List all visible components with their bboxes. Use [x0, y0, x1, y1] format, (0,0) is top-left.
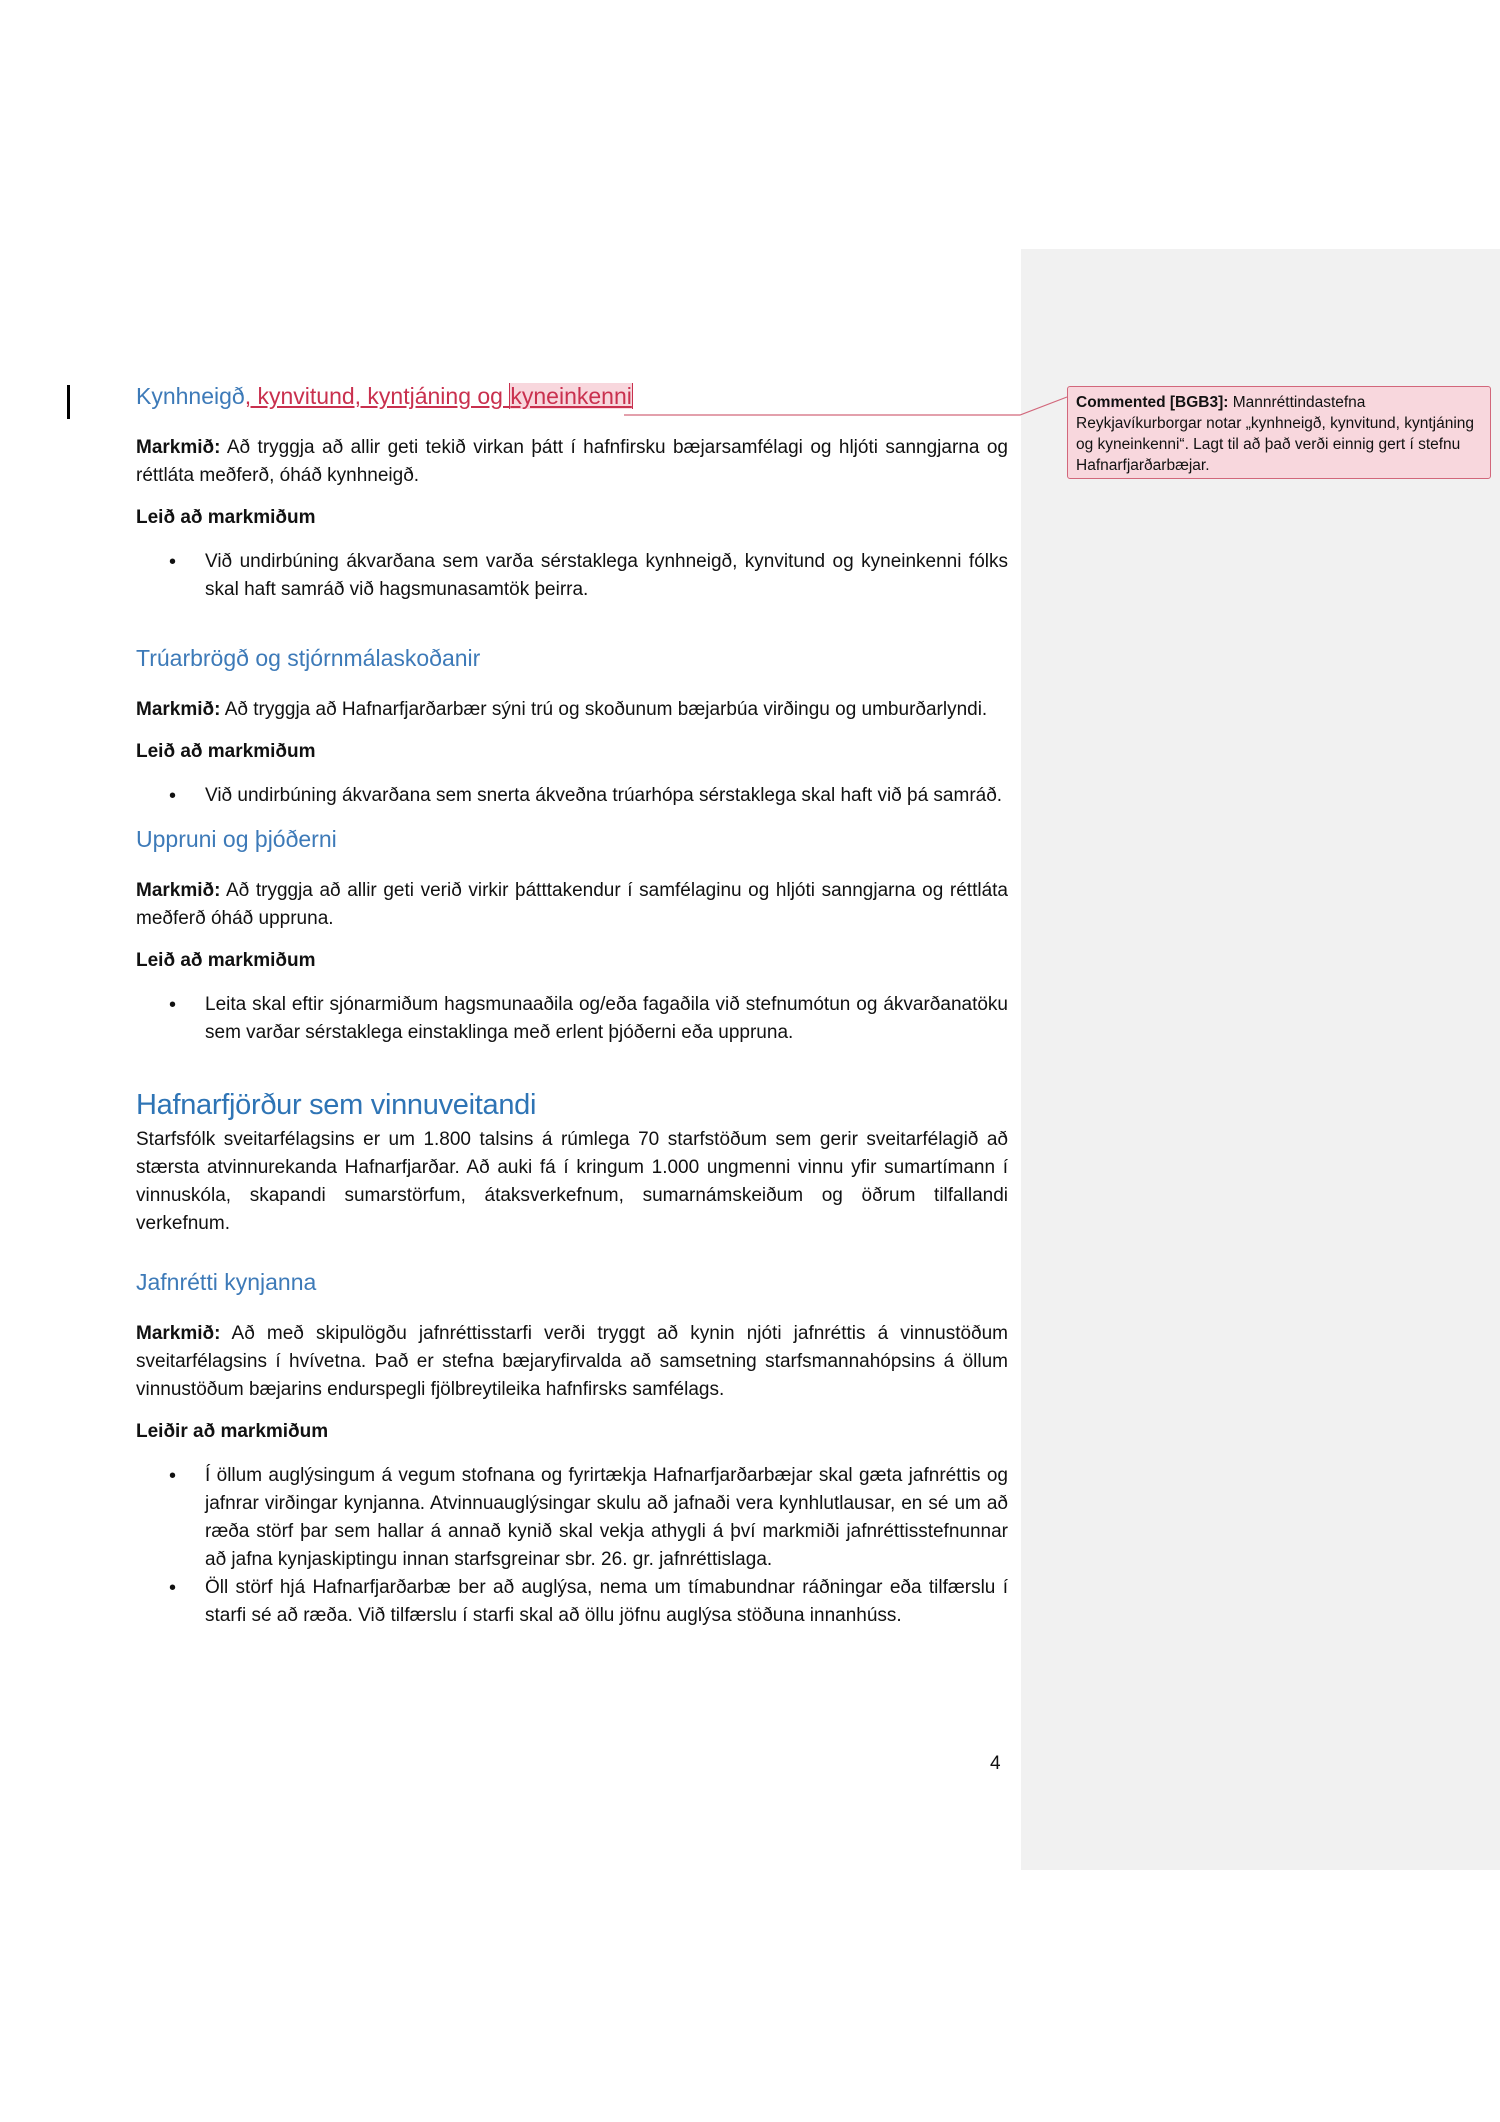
bullet-list — [136, 782, 1008, 810]
heading-truarbrogd: Trúarbrögð og stjórnmálaskoðanir — [136, 645, 481, 671]
comment-label: Commented [BGB3]: — [1076, 394, 1229, 411]
heading-uppruni: Uppruni og þjóðerni — [136, 826, 337, 852]
goal-text: Að tryggja að Hafnarfjarðarbær sýni trú og skoðunum bæjarbúa virðingu og umburðarlyndi. — [220, 699, 988, 720]
bullet-list — [136, 548, 1008, 604]
list-item: • Leita skal eftir sjónarmiðum hagsmunaaðila og/eða fagaðila við stefnumótun og ákvarðanatöku sem varðar sérstaklega einstaklinga með erlent þjóðerni eða uppruna. — [136, 991, 1008, 1047]
means-label: Leið að markmiðum — [136, 741, 316, 762]
means-label: Leið að markmiðum — [136, 950, 316, 971]
list-item: • Við undirbúning ákvarðana sem varða sérstaklega kynhneigð, kynvitund og kyneinkenni fólks skal haft samráð við hagsmunasamtök þeirra. — [136, 548, 1008, 604]
change-bar — [67, 385, 70, 419]
list-item: • Í öllum auglýsingum á vegum stofnana og fyrirtækja Hafnarfjarðarbæjar skal gæta jafnréttis og jafnrar virðingar kynjanna. Atvinnuauglýsingar skulu að jafnaði vera kynhlutlausar, en sé um að ræða störf þar sem hallar á annað kynið skal vekja athygli á því markmiði jafnréttisstefnunnar að jafna kynjaskiptingu innan starfsgreinar sbr. 26. gr. jafnréttislaga. — [136, 1462, 1008, 1574]
document-body — [136, 380, 1008, 1630]
goal-paragraph — [136, 1320, 1008, 1404]
goal-text: Að tryggja að allir geti tekið virkan þátt í hafnfirsku bæjarsamfélagi og hljóti sanngjarna og réttláta meðferð, óháð kynhneigð. — [136, 437, 1008, 486]
heading-original-text: Kynhneigð — [136, 383, 245, 409]
goal-text: Að tryggja að allir geti verið virkir þátttakendur í samfélaginu og hljóti sanngjarna og réttláta meðferð óháð uppruna. — [136, 880, 1008, 929]
bullet-list — [136, 1462, 1008, 1630]
tracked-insertion[interactable]: , kynvitund, kyntjáning og — [244, 383, 510, 409]
page-number: 4 — [990, 1753, 1001, 1774]
means-label: Leiðir að markmiðum — [136, 1421, 329, 1442]
heading-kynhneigd — [136, 380, 1008, 412]
goal-label: Markmið: — [136, 1323, 221, 1344]
list-item: • Við undirbúning ákvarðana sem snerta ákveðna trúarhópa sérstaklega skal haft við þá samráð. — [136, 782, 1008, 810]
body-paragraph: Starfsfólk sveitarfélagsins er um 1.800 talsins á rúmlega 70 starfstöðum sem gerir sveitarfélagið að stærsta atvinnurekanda Hafnarfjarðar. Að auki fá í kringum 1.000 ungmenni vinnu yfir sumartímann í vinnuskóla, skapandi sumarstörfum, átaksverkefnum, sumarnámskeiðum og öðrum tilfallandi verkefnum. — [136, 1129, 1008, 1234]
goal-paragraph — [136, 434, 1008, 490]
comment-text: Mannréttindastefna Reykjavíkurborgar notar „kynhneigð, kynvitund, kyntjáning og kyneinkenni“. Lagt til að það verði einnig gert í stefnu Hafnarfjarðarbæjar. — [1076, 394, 1475, 474]
goal-label: Markmið: — [136, 880, 221, 901]
bullet-list — [136, 991, 1008, 1047]
goal-paragraph — [136, 696, 1008, 724]
comment-balloon[interactable] — [1067, 386, 1491, 479]
heading-vinnuveitandi: Hafnarfjörður sem vinnuveitandi — [136, 1089, 537, 1121]
commented-range[interactable]: kyneinkenni — [510, 383, 632, 409]
list-item: • Öll störf hjá Hafnarfjarðarbæ ber að auglýsa, nema um tímabundnar ráðningar eða tilfærslu í starfi sé að ræða. Við tilfærslu í starfi skal að öllu jöfnu auglýsa stöðuna innanhúss. — [136, 1574, 1008, 1630]
goal-label: Markmið: — [136, 699, 221, 720]
heading-jafnretti: Jafnrétti kynjanna — [136, 1269, 317, 1295]
means-label: Leið að markmiðum — [136, 507, 316, 528]
comment-pane — [1021, 249, 1500, 1870]
goal-text: Að með skipulögðu jafnréttisstarfi verði tryggt að kynin njóti jafnréttis á vinnustöðum sveitarfélagsins í hvívetna. Það er stefna bæjaryfirvalda að samsetning starfsmannahópsins á öllum vinnustöðum bæjarins endurspegli fjölbreytileika hafnfirsks samfélags. — [136, 1323, 1008, 1400]
goal-paragraph — [136, 877, 1008, 933]
goal-label: Markmið: — [136, 437, 221, 458]
